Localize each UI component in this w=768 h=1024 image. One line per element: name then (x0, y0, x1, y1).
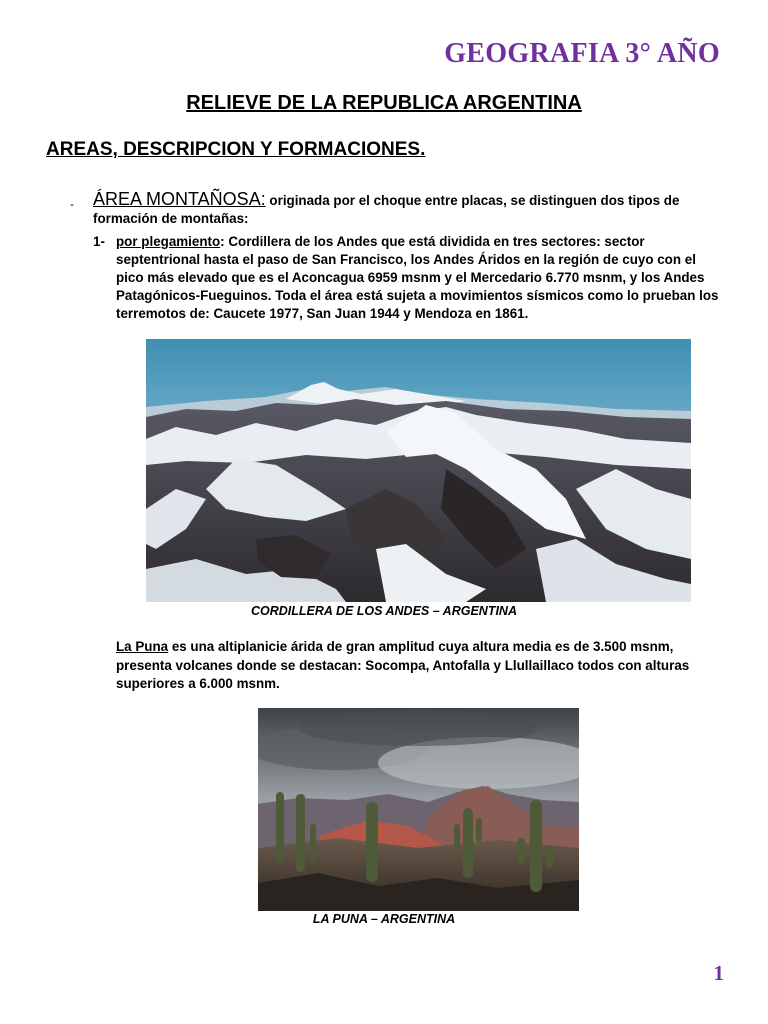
andes-photo (146, 339, 691, 602)
puna-paragraph (116, 638, 716, 694)
puna-description: es una altiplanicie árida de gran amplitud cuya altura media es de 3.500 msnm, presenta volcanes donde se destacan: Socompa, Antofalla y Llullaillaco todos con alturas superiores a 6.000 msnm. (116, 639, 690, 691)
list-item-text: : Cordillera de los Andes que está dividida en tres sectores: sector septentrional hasta el paso de San Francisco, los Andes Áridos en la región de cuyo con el pico más elevado que es el Aconcagua 6959 msnm y el Mercedario 6.770 msnm, y los Andes Patagónicos-Fueguinos. Toda el área está sujeta a movimientos sísmicos como lo prueban los terremotos de: Caucete 1977, San Juan 1944 y Mendoza en 1861. (116, 234, 719, 321)
list-item-term: por plegamiento (116, 234, 221, 249)
bullet-marker: - (70, 197, 74, 211)
puna-term: La Puna (116, 639, 169, 654)
section-intro (93, 190, 713, 228)
list-item-number: 1- (93, 234, 105, 249)
section-heading: ÁREA MONTAÑOSA: (93, 189, 266, 209)
figure-caption-puna: LA PUNA – ARGENTINA (312, 912, 456, 926)
list-item (93, 233, 723, 323)
subject-header: GEOGRAFIA 3° AÑO (444, 38, 720, 69)
page-subtitle: AREAS, DESCRIPCION Y FORMACIONES. (46, 139, 426, 160)
page-number: 1 (713, 961, 724, 985)
figure-caption-andes: CORDILLERA DE LOS ANDES – ARGENTINA (251, 604, 517, 618)
page-title: RELIEVE DE LA REPUBLICA ARGENTINA (186, 92, 582, 114)
puna-photo (258, 708, 579, 911)
section-intro-text: originada por el choque entre placas, se distinguen dos tipos de formación de montañas: (93, 193, 680, 226)
